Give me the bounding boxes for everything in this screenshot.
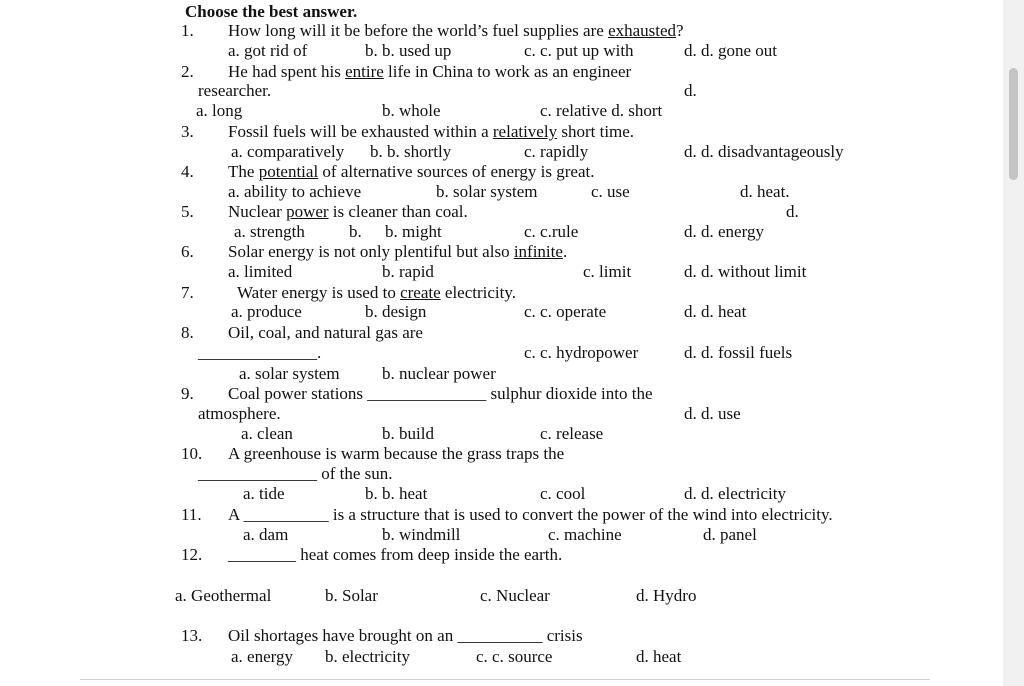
option: c. machine (548, 525, 622, 544)
option: d. Hydro (636, 586, 697, 605)
question-number: 4. (181, 162, 194, 181)
option: d. d. electricity (684, 484, 786, 503)
question-number: 2. (181, 62, 194, 81)
option: a. dam (243, 525, 289, 544)
instructions-heading: Choose the best answer. (185, 2, 358, 21)
option: a. Geothermal (175, 586, 272, 605)
question-text-continuation: researcher. (198, 81, 272, 100)
question-text: Water energy is used to create electricity. (237, 283, 517, 302)
question-text: Coal power stations ______________ sulphur dioxide into the (228, 384, 653, 403)
option: a. limited (228, 262, 293, 281)
option: a. produce (231, 302, 302, 321)
question-number: 12. (181, 545, 203, 564)
option: d. panel (703, 525, 757, 544)
question-text: A greenhouse is warm because the grass traps the (228, 444, 565, 463)
option: b. nuclear power (382, 364, 496, 383)
option: d. heat. (740, 182, 790, 201)
option: d. d. heat (684, 302, 747, 321)
option: a. got rid of (228, 41, 308, 60)
option: c. c. put up with (524, 41, 634, 60)
option: d. d. use (684, 404, 741, 423)
question-text: Fossil fuels will be exhausted within a relatively short time. (228, 122, 635, 141)
question-text: A __________ is a structure that is used to convert the power of the wind into electricity. (228, 505, 833, 524)
question-text: Oil shortages have brought on an __________ crisis (228, 626, 583, 645)
option: d. d. disadvantageously (684, 142, 844, 161)
option: b. b. used up (365, 41, 452, 60)
question-text: The potential of alternative sources of energy is great. (228, 162, 595, 181)
question-number: 10. (181, 444, 203, 463)
question-text: Oil, coal, and natural gas are (228, 323, 423, 342)
option: c. use (591, 182, 630, 201)
vertical-scrollbar[interactable] (1003, 0, 1024, 686)
answer-blank: __________ (243, 505, 329, 524)
question-number: 6. (181, 242, 194, 261)
option: a. strength (234, 222, 305, 241)
option: d. d. gone out (684, 41, 778, 60)
scrollbar-thumb[interactable] (1009, 68, 1018, 180)
question-text: ________ heat comes from deep inside the earth. (228, 545, 563, 564)
option: d. d. energy (684, 222, 764, 241)
option: a. solar system (239, 364, 340, 383)
option: a. long (196, 101, 243, 120)
option: c. relative d. short (540, 101, 663, 120)
answer-blank: ________ (228, 545, 296, 564)
option: c. c.rule (524, 222, 579, 241)
question-number: 9. (181, 384, 194, 403)
page-bottom-border (80, 679, 930, 680)
question-number: 1. (181, 21, 194, 40)
option: b. electricity (325, 647, 410, 666)
option: b. b. shortly (370, 142, 452, 161)
option: b. solar system (436, 182, 538, 201)
option: b. whole (382, 101, 441, 120)
option: b. (349, 222, 362, 241)
option: d. d. fossil fuels (684, 343, 793, 362)
option: c. cool (540, 484, 586, 503)
option: c. c. hydropower (524, 343, 639, 362)
question-number: 7. (181, 283, 194, 302)
option: a. ability to achieve (228, 182, 362, 201)
stray-option-letter: d. (786, 202, 799, 221)
option: b. design (365, 302, 427, 321)
option: a. energy (231, 647, 293, 666)
question-text: He had spent his entire life in China to work as an engineer (228, 62, 632, 81)
option: d. heat (636, 647, 682, 666)
question-text: Nuclear power is cleaner than coal. (228, 202, 468, 221)
question-text-continuation: atmosphere. (198, 404, 281, 423)
question-text: Solar energy is not only plentiful but also infinite. (228, 242, 568, 261)
option: b. windmill (382, 525, 461, 544)
option: b. build (382, 424, 434, 443)
option: b. might (385, 222, 442, 241)
option: c. limit (583, 262, 632, 281)
option: c. c. operate (524, 302, 607, 321)
option: c. c. source (476, 647, 553, 666)
answer-blank: ______________ (367, 384, 487, 403)
option: a. tide (243, 484, 285, 503)
question-number: 8. (181, 323, 194, 342)
stray-option-letter: d. (684, 81, 697, 100)
option: c. rapidly (524, 142, 589, 161)
answer-blank: ______________. (198, 343, 322, 362)
question-number: 13. (181, 626, 203, 645)
option: a. clean (241, 424, 293, 443)
option: c. Nuclear (480, 586, 550, 605)
option: c. release (540, 424, 604, 443)
option: b. b. heat (365, 484, 428, 503)
answer-blank: ______________ (198, 464, 317, 483)
question-number: 3. (181, 122, 194, 141)
question-text: How long will it be before the world’s fuel supplies are exhausted? (228, 21, 684, 40)
answer-blank: __________ (457, 626, 543, 645)
option: b. Solar (325, 586, 378, 605)
answer-blank-line: ______________ of the sun. (198, 464, 393, 483)
option: b. rapid (382, 262, 434, 281)
option: a. comparatively (231, 142, 345, 161)
option: d. d. without limit (684, 262, 807, 281)
question-number: 11. (181, 505, 202, 524)
question-number: 5. (181, 202, 194, 221)
